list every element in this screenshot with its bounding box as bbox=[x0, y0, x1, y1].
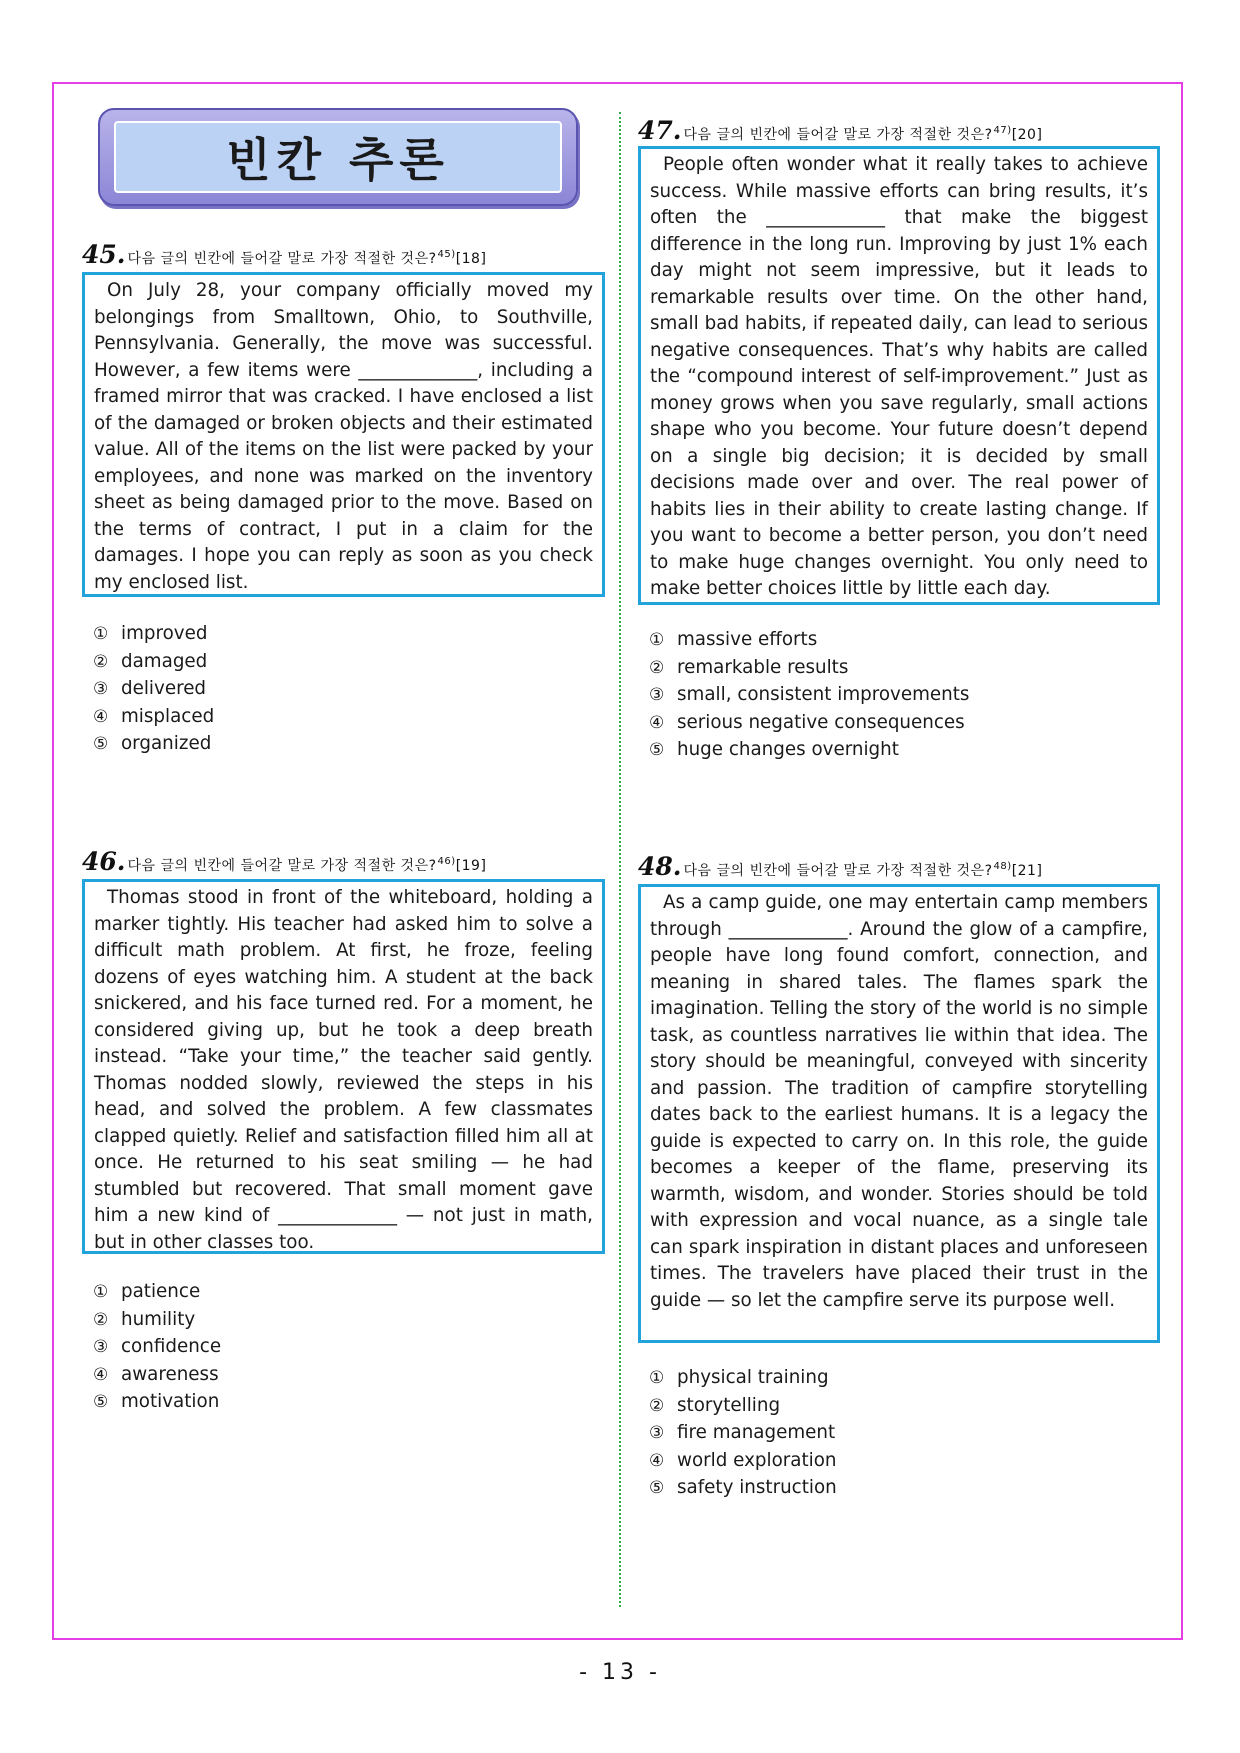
source-tag: [21] bbox=[1011, 863, 1043, 879]
reference-mark: 48) bbox=[993, 861, 1012, 873]
option-text: confidence bbox=[121, 1336, 222, 1358]
question-number: 47. bbox=[638, 116, 682, 145]
question-46-options bbox=[93, 1278, 221, 1416]
option-number: ② bbox=[93, 1309, 109, 1330]
option-number: ② bbox=[649, 1395, 665, 1416]
option-item[interactable] bbox=[93, 1388, 221, 1416]
prompt-text: 다음 글의 빈칸에 들어갈 말로 가장 적절한 것은? bbox=[127, 858, 437, 874]
option-text: damaged bbox=[121, 650, 208, 672]
option-text: safety instruction bbox=[677, 1477, 837, 1499]
option-text: small, consistent improvements bbox=[677, 684, 970, 706]
option-number: ① bbox=[93, 624, 109, 644]
question-prompt bbox=[128, 248, 487, 268]
option-number: ① bbox=[93, 1282, 109, 1302]
reference-mark: 45) bbox=[437, 249, 456, 261]
question-prompt bbox=[684, 860, 1043, 880]
question-number: 45. bbox=[82, 240, 126, 269]
option-text: physical training bbox=[677, 1367, 829, 1388]
option-text: world exploration bbox=[677, 1449, 837, 1471]
prompt-text: 다음 글의 빈칸에 들어갈 말로 가장 적절한 것은? bbox=[683, 863, 993, 879]
passage-text: On July 28, your company officially moved my belongings from Smalltown, Ohio, to Southville, Pennsylvania. Generally, the move was successful. However, a few items were _____________, including a framed mirror that was cracked. I have enclosed a list of the damaged or broken objects and their estimated value. All of the items on the list were packed by your employees, and none was marked on the inventory sheet as being damaged prior to the move. Based on the terms of contract, I put in a claim for the damages. I hope you can reply as soon as you check my enclosed list. bbox=[94, 280, 593, 593]
question-48-header bbox=[638, 852, 1042, 881]
option-item[interactable] bbox=[649, 709, 969, 737]
option-text: delivered bbox=[121, 678, 207, 700]
option-text: storytelling bbox=[677, 1394, 781, 1416]
question-48-passage bbox=[638, 884, 1160, 1343]
section-title-banner bbox=[98, 108, 578, 206]
question-48-options bbox=[649, 1364, 837, 1502]
option-text: humility bbox=[121, 1308, 196, 1330]
passage-text: People often wonder what it really takes to achieve success. While massive efforts can bring results, it’s often the _____________ that make the biggest difference in the long run. Improving by just 1% each day might not seem impressive, but it leads to remarkable results over time. On the other hand, small bad habits, if repeated daily, can lead to serious negative consequences. That’s why habits are called the “compound interest of self-improvement.” Just as money grows when you save regularly, small actions shape who you become. Your future doesn’t depend on a single big decision; it is decided by small decisions made over and over. The real power of habits lies in their ability to create lasting change. If you want to become a better person, you don’t need to make huge changes overnight. You only need to make better choices little by little each day. bbox=[650, 154, 1148, 599]
option-text: serious negative consequences bbox=[677, 711, 965, 733]
question-45-options bbox=[93, 620, 214, 758]
source-tag: [19] bbox=[455, 858, 487, 874]
prompt-text: 다음 글의 빈칸에 들어갈 말로 가장 적절한 것은? bbox=[683, 127, 993, 143]
option-item[interactable] bbox=[649, 736, 969, 764]
question-45-passage bbox=[82, 272, 605, 597]
option-number: ⑤ bbox=[649, 740, 665, 761]
option-item[interactable] bbox=[93, 620, 214, 648]
reference-mark: 47) bbox=[993, 125, 1012, 137]
option-text: misplaced bbox=[121, 705, 215, 727]
option-item[interactable] bbox=[93, 703, 214, 731]
option-item[interactable] bbox=[649, 681, 969, 709]
option-item[interactable] bbox=[93, 648, 214, 676]
option-text: huge changes overnight bbox=[677, 739, 899, 761]
option-item[interactable] bbox=[93, 730, 214, 758]
option-number: ② bbox=[649, 657, 665, 678]
source-tag: [20] bbox=[1011, 127, 1043, 143]
question-47-options bbox=[649, 626, 969, 764]
page-number: - 13 - bbox=[579, 1660, 661, 1685]
option-item[interactable] bbox=[649, 654, 969, 682]
option-item[interactable] bbox=[93, 675, 214, 703]
option-number: ③ bbox=[649, 1423, 665, 1444]
option-number: ③ bbox=[93, 1337, 109, 1358]
option-text: improved bbox=[121, 623, 208, 644]
question-46-passage bbox=[82, 879, 605, 1254]
section-title-inner bbox=[114, 121, 562, 193]
option-number: ④ bbox=[93, 706, 109, 727]
source-tag: [18] bbox=[455, 251, 487, 267]
question-47-header bbox=[638, 116, 1042, 145]
option-number: ③ bbox=[649, 685, 665, 706]
option-text: organized bbox=[121, 733, 212, 755]
question-prompt bbox=[128, 855, 487, 875]
option-text: fire management bbox=[677, 1422, 836, 1444]
option-item[interactable] bbox=[649, 1392, 837, 1420]
option-item[interactable] bbox=[93, 1361, 221, 1389]
option-item[interactable] bbox=[649, 1364, 837, 1392]
option-number: ⑤ bbox=[93, 1392, 109, 1413]
column-divider bbox=[619, 112, 621, 1607]
question-prompt bbox=[684, 124, 1043, 144]
question-45-header bbox=[82, 240, 486, 269]
option-number: ④ bbox=[93, 1364, 109, 1385]
prompt-text: 다음 글의 빈칸에 들어갈 말로 가장 적절한 것은? bbox=[127, 251, 437, 267]
option-item[interactable] bbox=[93, 1333, 221, 1361]
reference-mark: 46) bbox=[437, 856, 456, 868]
option-number: ⑤ bbox=[649, 1478, 665, 1499]
option-text: remarkable results bbox=[677, 656, 849, 678]
option-number: ① bbox=[649, 630, 665, 650]
passage-text: Thomas stood in front of the whiteboard, holding a marker tightly. His teacher had asked him to solve a difficult math problem. At first, he froze, feeling dozens of eyes watching him. A student at the back snickered, and his face turned red. For a moment, he considered giving up, but he took a deep breath instead. “Take your time,” the teacher said gently. Thomas nodded slowly, reviewed the steps in his head, and solved the problem. A few classmates clapped quietly. Relief and satisfaction filled him all at once. He returned to his seat smiling — he had stumbled but recovered. That small moment gave him a new kind of _____________ — not just in math, but in other classes too. bbox=[94, 887, 593, 1253]
option-item[interactable] bbox=[93, 1306, 221, 1334]
option-item[interactable] bbox=[93, 1278, 221, 1306]
question-47-passage bbox=[638, 146, 1160, 605]
option-item[interactable] bbox=[649, 1419, 837, 1447]
question-46-header bbox=[82, 847, 486, 876]
option-text: motivation bbox=[121, 1391, 220, 1413]
question-number: 46. bbox=[82, 847, 126, 876]
option-text: massive efforts bbox=[677, 629, 818, 650]
page-title: 빈칸 추론 bbox=[226, 133, 450, 187]
option-number: ① bbox=[649, 1368, 665, 1388]
option-number: ⑤ bbox=[93, 734, 109, 755]
question-number: 48. bbox=[638, 852, 682, 881]
option-number: ④ bbox=[649, 1450, 665, 1471]
option-text: patience bbox=[121, 1281, 201, 1302]
passage-text: As a camp guide, one may entertain camp members through _____________. Around the glow of a campfire, people have long found comfort, connection, and meaning in shared tales. The flames spark the imagination. Telling the story of the world is no simple task, as countless narratives lie within that idea. The story should be meaningful, conveyed with sincerity and passion. The tradition of campfire storytelling dates back to the earliest humans. It is a legacy the guide is expected to carry on. In this role, the guide becomes a keeper of the flame, preserving its warmth, wisdom, and wonder. Stories should be told with expression and vocal nuance, as a single tale can spark inspiration in distant places and unforeseen times. The travelers have placed their trust in the guide — so let the campfire serve its purpose well. bbox=[650, 892, 1148, 1311]
option-text: awareness bbox=[121, 1363, 219, 1385]
option-number: ③ bbox=[93, 679, 109, 700]
option-number: ② bbox=[93, 651, 109, 672]
option-number: ④ bbox=[649, 712, 665, 733]
option-item[interactable] bbox=[649, 1447, 837, 1475]
option-item[interactable] bbox=[649, 626, 969, 654]
option-item[interactable] bbox=[649, 1474, 837, 1502]
